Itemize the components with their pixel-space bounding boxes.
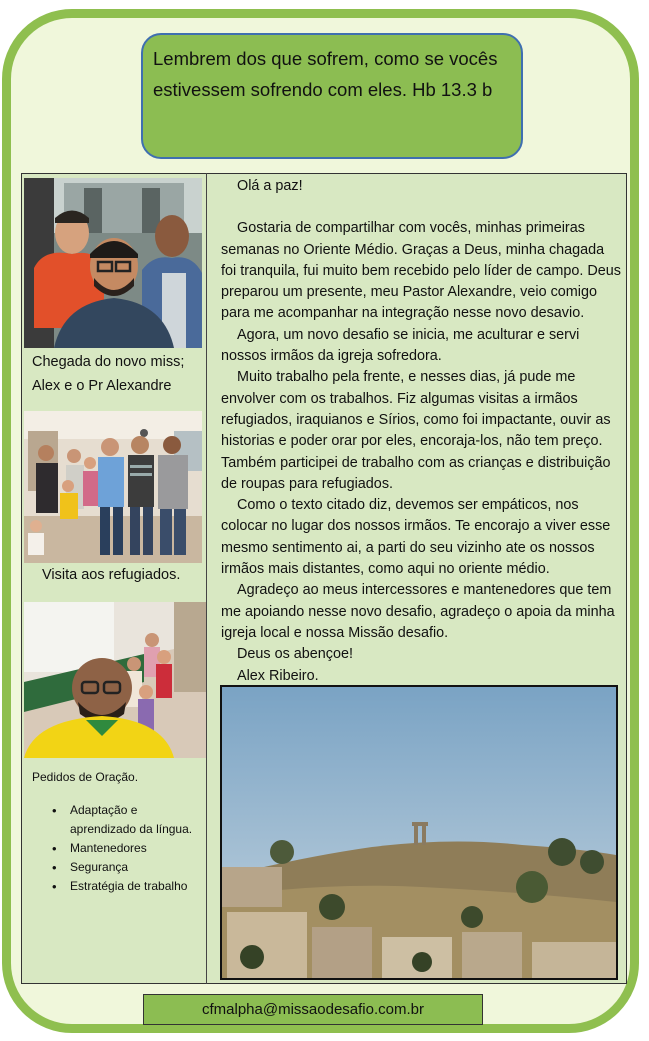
- refugees-caption: Visita aos refugiados.: [42, 567, 181, 583]
- prayer-item: • Adaptação e aprendizado da língua.: [52, 801, 202, 839]
- letter-blessing: Deus os abençoe!: [237, 646, 354, 663]
- letter-spacer: [221, 197, 621, 218]
- letter-body: [221, 176, 621, 687]
- verse-text: Lembrem dos que sofrem, como se vocês estivessem sofrendo com eles. Hb 13.3 b: [153, 48, 498, 100]
- refugees-photo: [24, 411, 202, 563]
- arrival-caption-line1: Chegada do novo miss;: [32, 354, 185, 370]
- arrival-caption: [32, 350, 184, 398]
- letter-greeting: Olá a paz!: [237, 178, 303, 194]
- selfie-photo: [24, 602, 206, 758]
- prayer-item: • Segurança: [52, 858, 202, 877]
- letter-paragraph: Muito trabalho pela frente, e nesses dias, já pude me envolver com os trabalhos. Fiz algumas visitas a irmãos refugiados, iraquianos e Sírios, como foi impactante, ouvir as historias e poder orar por eles, encoraja-los, não tem preço. Também participei de trabalho com as crianças e distribuição de roupas para refugiados.: [221, 369, 611, 492]
- letter-paragraph: Agora, um novo desafio se inicia, me aculturar e servi nossos irmãos da igreja sofredora.: [221, 326, 580, 365]
- landscape-photo: [220, 685, 618, 980]
- arrival-photo: [24, 178, 202, 348]
- letter-signature: Alex Ribeiro.: [237, 667, 319, 684]
- prayer-list: [52, 801, 202, 896]
- letter-paragraph: Gostaria de compartilhar com vocês, minhas primeiras semanas no Oriente Médio. Graças a Deus, minha chagada foi tranquila, fui muito bem recebido pelo líder de campo. Deus preparou um presente, meu Pastor Alexandre, veio comigo para me acompanhar na integração nesse novo desavio.: [221, 220, 621, 322]
- letter-paragraph: Agradeço ao meus intercessores e mantenedores que tem me apoiando nesse novo desafio, agradeço o apoia da minha igreja local e nossa Missão desafio.: [221, 582, 615, 641]
- letter-paragraph: Como o texto citado diz, devemos ser empáticos, nos colocar no lugar dos nossos irmãos. Te encorajo a viver esse mesmo sentimento ai, a parti do seu vizinho ate os nossos irmãos mais distantes, como aqui no oriente médio.: [221, 497, 611, 578]
- prayer-item: • Mantenedores: [52, 839, 202, 858]
- verse-box: [141, 33, 523, 159]
- arrival-caption-line2: Alex e o Pr Alexandre: [32, 378, 172, 394]
- email-box: [143, 994, 483, 1025]
- prayer-title: Pedidos de Oração.: [32, 770, 139, 784]
- column-divider: [206, 173, 207, 984]
- email-text[interactable]: cfmalpha@missaodesafio.com.br: [202, 1001, 424, 1018]
- prayer-item: • Estratégia de trabalho: [52, 877, 202, 896]
